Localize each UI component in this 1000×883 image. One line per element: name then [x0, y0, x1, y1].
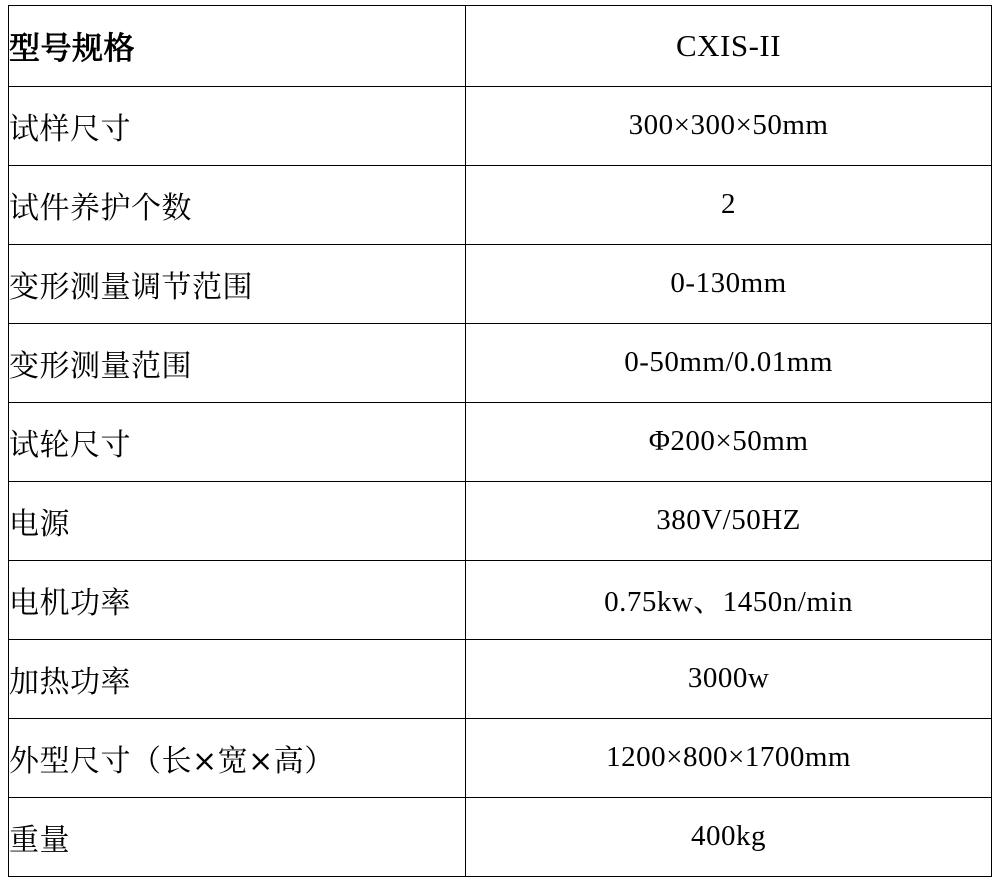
table-row — [9, 165, 992, 244]
spec-label: 外型尺寸（长×宽×高） — [9, 718, 466, 797]
spec-value: Φ200×50mm — [466, 402, 992, 481]
spec-label: 变形测量调节范围 — [9, 244, 466, 323]
table-row — [9, 639, 992, 718]
spec-value: 2 — [466, 165, 992, 244]
spec-value: 0-50mm/0.01mm — [466, 323, 992, 402]
spec-value: 3000w — [466, 639, 992, 718]
specification-table — [8, 5, 992, 877]
spec-value: CXIS-II — [466, 6, 992, 87]
spec-value: 380V/50HZ — [466, 481, 992, 560]
table-row — [9, 402, 992, 481]
spec-label: 电机功率 — [9, 560, 466, 639]
spec-value: 0-130mm — [466, 244, 992, 323]
spec-value: 0.75kw、1450n/min — [466, 560, 992, 639]
table-row — [9, 323, 992, 402]
spec-value: 400kg — [466, 797, 992, 876]
spec-label: 试件养护个数 — [9, 165, 466, 244]
table-row — [9, 718, 992, 797]
table-row — [9, 244, 992, 323]
specification-table-body — [9, 6, 992, 877]
spec-label: 变形测量范围 — [9, 323, 466, 402]
spec-label: 加热功率 — [9, 639, 466, 718]
table-row — [9, 6, 992, 87]
spec-value: 300×300×50mm — [466, 86, 992, 165]
spec-label: 试轮尺寸 — [9, 402, 466, 481]
spec-value: 1200×800×1700mm — [466, 718, 992, 797]
spec-label: 电源 — [9, 481, 466, 560]
table-row — [9, 797, 992, 876]
table-row — [9, 86, 992, 165]
spec-label: 重量 — [9, 797, 466, 876]
table-row — [9, 560, 992, 639]
spec-label: 试样尺寸 — [9, 86, 466, 165]
spec-label: 型号规格 — [9, 6, 466, 87]
table-row — [9, 481, 992, 560]
